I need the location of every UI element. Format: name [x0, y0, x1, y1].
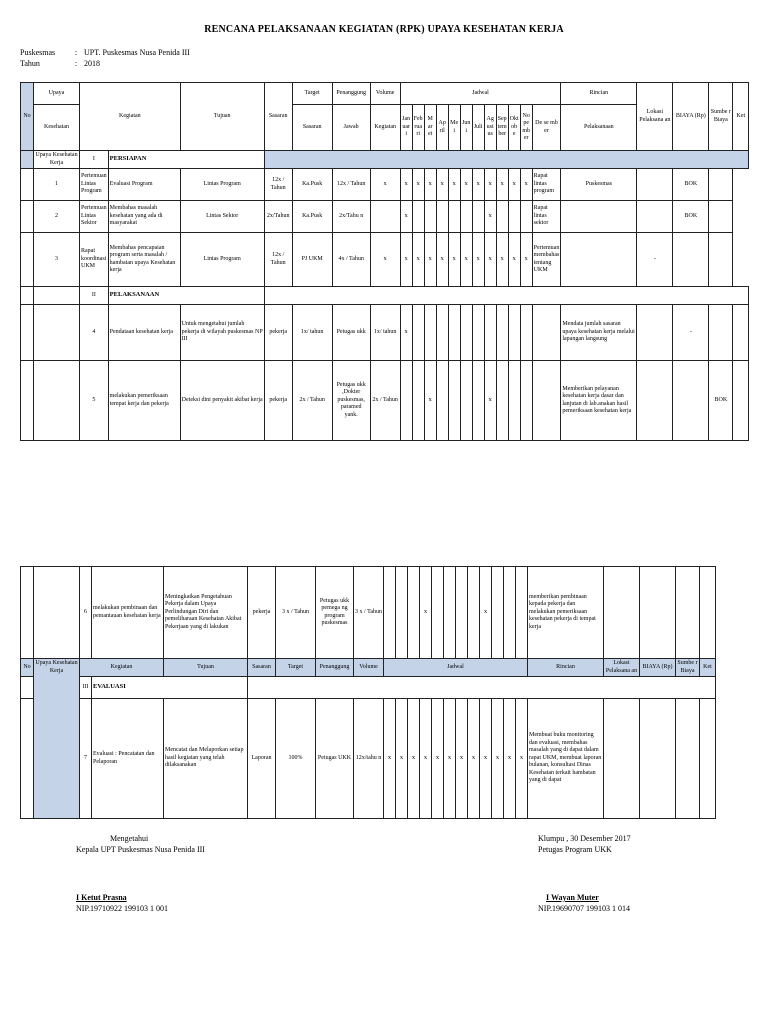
row-ket — [733, 361, 749, 441]
row-sumber — [673, 233, 709, 287]
row-ket — [709, 201, 733, 233]
schedule-mark: x — [432, 699, 444, 819]
schedule-mark — [496, 201, 508, 233]
schedule-mark: x — [468, 699, 480, 819]
rpk-table-page-1 — [20, 82, 749, 441]
row-ket — [700, 699, 716, 819]
schedule-mark — [436, 305, 448, 361]
cell-empty — [21, 169, 34, 201]
cell-empty — [21, 361, 34, 441]
header-tujuan: Tujuan — [164, 659, 248, 677]
table-row — [21, 699, 716, 819]
schedule-mark — [412, 361, 424, 441]
schedule-mark — [408, 567, 420, 659]
schedule-mark — [444, 567, 456, 659]
cell-empty — [264, 151, 749, 169]
row-biaya — [673, 361, 709, 441]
row-kegiatan: Pendataan kesehatan kerja — [108, 305, 180, 361]
cell-empty — [34, 305, 80, 361]
header-month: Feb rua ri — [412, 105, 424, 151]
schedule-mark: x — [444, 699, 456, 819]
row-tujuan: Mencatat dan Melaporkan setiap hasil kegiatan yang telah dilaksanakan — [164, 699, 248, 819]
row-volume: 12x/tahu n — [354, 699, 384, 819]
row-volume: 1x/ tahun — [370, 305, 400, 361]
row-rincian: Rapat lintas program — [532, 169, 561, 201]
header-volume: Volume — [370, 83, 400, 105]
cell-empty — [21, 305, 34, 361]
table-row — [21, 305, 749, 361]
cell-empty — [34, 287, 80, 305]
sign-right-name-text: I Wayan Muter — [546, 893, 599, 902]
cell-empty — [34, 567, 80, 659]
section-title: PELAKSANAAN — [108, 287, 264, 305]
schedule-mark: x — [472, 233, 484, 287]
schedule-mark — [424, 201, 436, 233]
cell-empty — [264, 287, 749, 305]
header-month: Jun i — [460, 105, 472, 151]
schedule-mark — [532, 361, 561, 441]
row-sasaran: Lintas Sektor — [180, 201, 264, 233]
schedule-mark — [460, 361, 472, 441]
header-volume-sub: Kegiatan — [370, 105, 400, 151]
header-sasaran: Sasaran — [248, 659, 276, 677]
row-sumber: BOK — [673, 169, 709, 201]
row-number: 4 — [80, 305, 109, 361]
schedule-mark — [532, 305, 561, 361]
row-tujuan: Meningkatkan Pengetahuan Pekerja dalam Upaya Perlindungan Diri dan pemeliharaan Kesehatan Akibat Pekerjaan yang di lakukan — [164, 567, 248, 659]
schedule-mark — [448, 201, 460, 233]
row-sumber — [709, 305, 733, 361]
row-penanggung-jawab: PJ UKM — [292, 233, 332, 287]
schedule-mark: x — [504, 699, 516, 819]
row-volume: 2x / Tahun — [370, 361, 400, 441]
row-kegiatan: Evaluasi : Pencatatan dan Pelaporan — [92, 699, 164, 819]
table-row — [21, 361, 749, 441]
schedule-mark — [460, 201, 472, 233]
header-month: No pe mb er — [520, 105, 532, 151]
meta-sep: : — [74, 48, 78, 57]
header-lokasi: Lokasi Pelaksana an — [637, 83, 673, 151]
row-sumber — [676, 699, 700, 819]
row-rincian: memberikan pembinaan kepada pekerja dan melakukan pemeriksaan kesehatan pekerja di tempat kerja — [528, 567, 604, 659]
schedule-mark: x — [484, 361, 496, 441]
schedule-mark: x — [484, 169, 496, 201]
cell-empty — [21, 151, 34, 169]
row-ket — [709, 169, 733, 201]
row-sasaran: pekerja — [264, 361, 292, 441]
header-volume: Volume — [354, 659, 384, 677]
section-number: II — [80, 287, 109, 305]
schedule-mark: x — [448, 169, 460, 201]
sign-right-place-date: Klumpu , 30 Desember 2017 — [538, 834, 631, 843]
schedule-mark — [384, 567, 396, 659]
schedule-mark: x — [396, 699, 408, 819]
schedule-mark: x — [508, 233, 520, 287]
row-lokasi — [637, 305, 673, 361]
row-number: 6 — [80, 567, 92, 659]
section-number: I — [80, 151, 109, 169]
sign-left-nip: NIP.19710922 199103 1 001 — [76, 904, 169, 913]
row-number: 2 — [34, 201, 80, 233]
schedule-mark: x — [492, 699, 504, 819]
row-target: 2x / Tahun — [292, 361, 332, 441]
cell-empty — [248, 677, 716, 699]
cell-empty — [21, 233, 34, 287]
header-lokasi: Lokasi Pelaksana an — [604, 659, 640, 677]
header-jadwal: Jadwal — [400, 83, 561, 105]
schedule-mark: x — [400, 169, 412, 201]
row-lokasi — [561, 233, 637, 287]
upaya-label: Upaya Kesehatan Kerja — [35, 660, 78, 674]
row-sasaran: Laporan — [248, 699, 276, 819]
schedule-mark: x — [400, 305, 412, 361]
row-sasaran: Lintas Program — [180, 233, 264, 287]
schedule-mark — [472, 201, 484, 233]
schedule-mark — [520, 361, 532, 441]
row-penanggung-jawab: Petugas ukk — [332, 305, 370, 361]
header-sasaran: Sasaran — [264, 83, 292, 151]
header-month: Ap ril — [436, 105, 448, 151]
schedule-mark — [520, 305, 532, 361]
schedule-mark: x — [408, 699, 420, 819]
schedule-mark: x — [496, 169, 508, 201]
sign-right-nip: NIP.19690707 199103 1 014 — [538, 904, 631, 913]
cell-empty — [21, 287, 34, 305]
schedule-mark — [436, 201, 448, 233]
cell-empty — [21, 201, 34, 233]
header-biaya: BIAYA (Rp) — [673, 83, 709, 151]
header-upaya-cell — [34, 659, 80, 819]
schedule-mark: x — [520, 233, 532, 287]
schedule-mark: x — [436, 169, 448, 201]
row-sasaran: pekerja — [264, 305, 292, 361]
row-rincian: Membuat buku monitoring dan evaluasi, membahas masalah yang di dapat dalam rapat UKM, membuat laporan bulanan, konsultasi Dinas Kesehatan terkait hambatan yang di dapat — [528, 699, 604, 819]
schedule-mark: x — [400, 201, 412, 233]
schedule-mark — [424, 305, 436, 361]
header-target: Target — [292, 83, 332, 105]
sign-left-name-text: I Ketut Prasna — [76, 893, 127, 902]
row-biaya — [637, 201, 673, 233]
meta-key: Puskesmas — [20, 48, 56, 57]
document-title: RENCANA PELAKSANAAN KEGIATAN (RPK) UPAYA KESEHATAN KERJA — [204, 24, 564, 35]
section-row — [21, 151, 749, 169]
row-biaya: - — [637, 233, 673, 287]
schedule-mark: x — [496, 233, 508, 287]
row-tujuan: Untuk mengetahui jumlah pekerja di wilayah puskesmas NP III — [180, 305, 264, 361]
cell-empty — [21, 567, 34, 659]
row-target: 2x/Tahun — [264, 201, 292, 233]
schedule-mark — [436, 361, 448, 441]
sign-left-title: Mengetahui — [110, 834, 149, 843]
header-ket: Ket — [733, 83, 749, 151]
schedule-mark: x — [412, 169, 424, 201]
schedule-mark: x — [424, 361, 436, 441]
header-ket: Ket — [700, 659, 716, 677]
schedule-mark: x — [424, 169, 436, 201]
header-month: M ar et — [424, 105, 436, 151]
row-number: 1 — [34, 169, 80, 201]
header-upaya: Upaya — [34, 83, 80, 105]
schedule-mark: x — [384, 699, 396, 819]
table-row — [21, 567, 716, 659]
row-ket — [733, 305, 749, 361]
schedule-mark: x — [420, 699, 432, 819]
header-upaya-sub: Kesehatan — [34, 105, 80, 151]
header-biaya: BIAYA (Rp) — [640, 659, 676, 677]
table-row — [21, 201, 749, 233]
schedule-mark — [456, 567, 468, 659]
header-month: Sep tem ber — [496, 105, 508, 151]
row-biaya: - — [673, 305, 709, 361]
row-lokasi — [604, 567, 640, 659]
cell-empty — [21, 677, 34, 699]
schedule-mark: x — [480, 567, 492, 659]
schedule-mark: x — [460, 233, 472, 287]
row-kegiatan: melakukan pemeriksaan tempat kerja dan pekerja — [108, 361, 180, 441]
schedule-mark: x — [460, 169, 472, 201]
schedule-mark: x — [412, 233, 424, 287]
section-title: EVALUASI — [92, 677, 248, 699]
row-number: 5 — [80, 361, 109, 441]
row-volume: 12x / Tahun — [332, 169, 370, 201]
schedule-mark: x — [480, 699, 492, 819]
row-penanggung-jawab: Petugas UKK — [316, 699, 354, 819]
header-penanggung-sub: Jawab — [332, 105, 370, 151]
header-tujuan: Tujuan — [180, 83, 264, 151]
row-biaya — [640, 699, 676, 819]
row-tujuan: Evaluasi Program — [108, 169, 180, 201]
rpk-table-page-2 — [20, 566, 716, 819]
schedule-mark: x — [370, 169, 400, 201]
row-lokasi — [561, 201, 637, 233]
section-row — [21, 287, 749, 305]
schedule-mark — [492, 567, 504, 659]
header-month: Juli — [472, 105, 484, 151]
schedule-mark — [448, 305, 460, 361]
row-kegiatan: Pertemuan Lintas Sektor — [80, 201, 109, 233]
schedule-mark — [396, 567, 408, 659]
schedule-mark: x — [436, 233, 448, 287]
schedule-mark — [472, 361, 484, 441]
meta-tahun — [20, 59, 100, 68]
header-month: De se mb er — [532, 105, 561, 151]
schedule-mark: x — [370, 233, 400, 287]
sign-left-role: Kepala UPT Puskesmas Nusa Penida III — [76, 845, 205, 854]
schedule-mark — [460, 305, 472, 361]
row-rincian: Mendata jumlah sasaran upaya kesehatan kerja melalui lapangan langsung — [561, 305, 637, 361]
row-target: 1x/ tahun — [292, 305, 332, 361]
header-kegiatan: Kegiatan — [80, 83, 181, 151]
schedule-mark — [508, 201, 520, 233]
schedule-mark — [496, 305, 508, 361]
row-kegiatan: Pertemuan Lintas Program — [80, 169, 109, 201]
cell-empty — [21, 699, 34, 819]
row-volume: 2x/Tahu n — [332, 201, 370, 233]
header-month: Okt ob e — [508, 105, 520, 151]
header-penanggung: Penanggung — [332, 83, 370, 105]
schedule-mark — [412, 201, 424, 233]
row-number: 3 — [34, 233, 80, 287]
schedule-mark — [484, 305, 496, 361]
row-tujuan: Deteksi dini penyakit akibat kerja — [180, 361, 264, 441]
schedule-mark — [468, 567, 480, 659]
schedule-mark: x — [456, 699, 468, 819]
row-sasaran: Lintas Program — [180, 169, 264, 201]
row-kegiatan: melakukan pembinaan dan pemantauan kesehatan kerja — [92, 567, 164, 659]
row-tujuan: Membahas pencapaian program serta masalah / hambatan upaya Kesehatan kerja — [108, 233, 180, 287]
header-rincian: Rincian — [561, 83, 637, 105]
schedule-mark — [472, 305, 484, 361]
row-penanggung-jawab: Ka.Pusk — [292, 201, 332, 233]
row-tujuan: Membahas masalah kesehatan yang ada di masyarakat — [108, 201, 180, 233]
schedule-mark — [412, 305, 424, 361]
repeat-header-row — [21, 659, 716, 677]
section-number: III — [80, 677, 92, 699]
row-penanggung-jawab: Petugas ukk pemega ng program puskesmas — [316, 567, 354, 659]
header-rincian: Rincian — [528, 659, 604, 677]
meta-value: 2018 — [84, 59, 100, 68]
section-row — [21, 677, 716, 699]
row-volume: 3 x / Tahun — [354, 567, 384, 659]
schedule-mark — [516, 567, 528, 659]
schedule-mark: x — [448, 233, 460, 287]
table-row — [21, 169, 749, 201]
schedule-mark — [504, 567, 516, 659]
schedule-mark: x — [484, 233, 496, 287]
meta-puskesmas — [20, 48, 190, 57]
row-biaya — [640, 567, 676, 659]
row-volume: 4x / Tahun — [332, 233, 370, 287]
row-kegiatan: Rapat koordinasi UKM — [80, 233, 109, 287]
schedule-mark: x — [508, 169, 520, 201]
row-ket — [700, 567, 716, 659]
schedule-mark — [496, 361, 508, 441]
schedule-mark — [432, 567, 444, 659]
table-row — [21, 233, 749, 287]
row-sasaran: pekerja — [248, 567, 276, 659]
schedule-mark: x — [516, 699, 528, 819]
header-kegiatan: Kegiatan — [80, 659, 164, 677]
row-lokasi — [604, 699, 640, 819]
meta-key: Tahun — [20, 59, 40, 68]
schedule-mark — [508, 305, 520, 361]
row-rincian: Memberikan pelayanan kesehatan kerja dasar dan lanjutan di lab.anakan hasil pemeriksaan kesehatan kerja — [561, 361, 637, 441]
row-target: 12x / Tahun — [264, 169, 292, 201]
header-no: No — [21, 659, 34, 677]
header-sumber: Sumbe r Biaya — [676, 659, 700, 677]
schedule-mark — [370, 201, 400, 233]
header-sumber: Sumbe r Biaya — [709, 83, 733, 151]
row-target: 3 x / Tahun — [276, 567, 316, 659]
schedule-mark — [508, 361, 520, 441]
schedule-mark: x — [420, 567, 432, 659]
schedule-mark: x — [424, 233, 436, 287]
header-target: Target — [276, 659, 316, 677]
row-sumber: BOK — [673, 201, 709, 233]
schedule-mark: x — [472, 169, 484, 201]
row-rincian: Rapat lintas sektor — [532, 201, 561, 233]
header-no: No — [21, 83, 34, 151]
header-target-sub: Sasaran — [292, 105, 332, 151]
row-target: 12x / Tahun — [264, 233, 292, 287]
sign-right-role: Petugas Program UKK — [538, 845, 612, 854]
header-month: Jan uar i — [400, 105, 412, 151]
row-penanggung-jawab: Ka.Pusk — [292, 169, 332, 201]
header-month: Me i — [448, 105, 460, 151]
row-sumber: BOK — [709, 361, 733, 441]
row-lokasi — [637, 361, 673, 441]
meta-sep: : — [74, 59, 78, 68]
header-jadwal: Jadwal — [384, 659, 528, 677]
sign-left-name — [76, 893, 127, 902]
header-month: Ag ust us — [484, 105, 496, 151]
section-title: PERSIAPAN — [108, 151, 264, 169]
row-number: 7 — [80, 699, 92, 819]
row-sumber — [676, 567, 700, 659]
header-penanggung: Penanggung — [316, 659, 354, 677]
row-biaya — [637, 169, 673, 201]
header-rincian-sub: Pelaksanaan — [561, 105, 637, 151]
row-penanggung-jawab: Petugas ukk ,Dokter puskesmas, paramed yank. — [332, 361, 370, 441]
schedule-mark: x — [520, 169, 532, 201]
sign-right-name — [546, 893, 599, 902]
upaya-label: Upaya Kesehatan Kerja — [34, 151, 80, 169]
cell-empty — [34, 361, 80, 441]
schedule-mark — [400, 361, 412, 441]
row-lokasi: Puskesmas — [561, 169, 637, 201]
row-target: 100% — [276, 699, 316, 819]
row-ket — [709, 233, 733, 287]
row-rincian: Pertemuan membahas tentang UKM — [532, 233, 561, 287]
schedule-mark — [520, 201, 532, 233]
schedule-mark: x — [484, 201, 496, 233]
schedule-mark: x — [400, 233, 412, 287]
schedule-mark — [448, 361, 460, 441]
meta-value: UPT. Puskesmas Nusa Penida III — [84, 48, 190, 57]
